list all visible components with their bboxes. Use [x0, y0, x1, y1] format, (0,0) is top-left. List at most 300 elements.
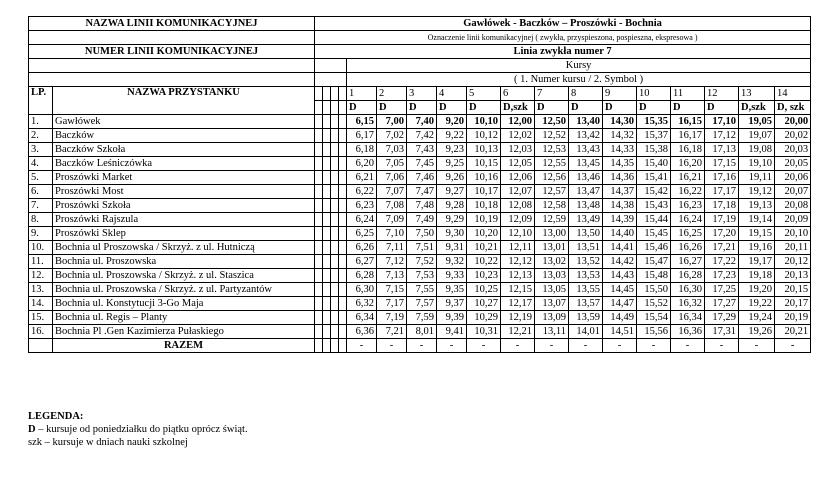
departure-time: 10,13: [467, 143, 501, 157]
departure-time: 6,36: [347, 325, 377, 339]
departure-time: 9,20: [437, 115, 467, 129]
total-value: -: [705, 339, 739, 353]
departure-time: 13,48: [569, 199, 603, 213]
departure-time: 6,22: [347, 185, 377, 199]
departure-time: 12,50: [535, 115, 569, 129]
course-symbol: D: [637, 101, 671, 115]
departure-time: 7,09: [377, 213, 407, 227]
stop-lp: 7.: [29, 199, 53, 213]
stop-name: Proszówki Szkoła: [53, 199, 315, 213]
stop-row: [29, 213, 811, 227]
total-label: RAZEM: [53, 339, 315, 353]
departure-time: 6,24: [347, 213, 377, 227]
legend-d-line: [28, 423, 248, 436]
legend-d-symbol: D: [28, 424, 36, 435]
spacer-cell: [331, 143, 339, 157]
spacer-cell: [339, 171, 347, 185]
spacer-cell: [339, 199, 347, 213]
spacer-cell: [315, 199, 323, 213]
spacer-cell: [323, 171, 331, 185]
departure-time: 19,14: [739, 213, 775, 227]
departure-time: 15,37: [637, 129, 671, 143]
departure-time: 20,11: [775, 241, 811, 255]
departure-time: 12,07: [501, 185, 535, 199]
stop-name: Bochnia Pl .Gen Kazimierza Pułaskiego: [53, 325, 315, 339]
stop-lp: 16.: [29, 325, 53, 339]
line-number-value: Linia zwykła numer 7: [315, 45, 811, 59]
spacer-cell: [339, 311, 347, 325]
spacer-cell: [315, 269, 323, 283]
stop-row: [29, 241, 811, 255]
departure-time: 12,59: [535, 213, 569, 227]
stop-name: Bochnia ul. Proszowska / Skrzyż. z ul. Partyzantów: [53, 283, 315, 297]
spacer-cell: [315, 185, 323, 199]
departure-time: 12,03: [501, 143, 535, 157]
departure-time: 19,10: [739, 157, 775, 171]
stop-name: Gawłówek: [53, 115, 315, 129]
spacer-cell: [339, 129, 347, 143]
departure-time: 16,28: [671, 269, 705, 283]
departure-time: 13,42: [569, 129, 603, 143]
stop-lp: 15.: [29, 311, 53, 325]
spacer-cell: [339, 115, 347, 129]
spacer-cell: [323, 157, 331, 171]
stop-row: [29, 199, 811, 213]
departure-time: 13,46: [569, 171, 603, 185]
departure-time: 7,49: [407, 213, 437, 227]
spacer-cell: [339, 213, 347, 227]
departure-time: 20,05: [775, 157, 811, 171]
departure-time: 17,19: [705, 213, 739, 227]
departure-time: 20,21: [775, 325, 811, 339]
stop-name: Proszówki Rajszula: [53, 213, 315, 227]
departure-time: 20,12: [775, 255, 811, 269]
departure-time: 7,46: [407, 171, 437, 185]
line-number-label: NUMER LINII KOMUNIKACYJNEJ: [29, 45, 315, 59]
departure-time: 20,17: [775, 297, 811, 311]
departure-time: 14,37: [603, 185, 637, 199]
course-symbol: D: [671, 101, 705, 115]
course-symbol: D: [347, 101, 377, 115]
departure-time: 9,27: [437, 185, 467, 199]
stop-lp: 10.: [29, 241, 53, 255]
kursy-label: Kursy: [347, 59, 811, 73]
departure-time: 20,03: [775, 143, 811, 157]
departure-time: 12,11: [501, 241, 535, 255]
departure-time: 7,52: [407, 255, 437, 269]
departure-time: 15,35: [637, 115, 671, 129]
departure-time: 10,20: [467, 227, 501, 241]
departure-time: 14,35: [603, 157, 637, 171]
departure-time: 16,15: [671, 115, 705, 129]
total-row: [29, 339, 811, 353]
departure-time: 15,56: [637, 325, 671, 339]
legend-title: LEGENDA:: [28, 411, 84, 422]
departure-time: 12,06: [501, 171, 535, 185]
spacer-cell: [331, 297, 339, 311]
total-value: -: [535, 339, 569, 353]
spacer-cell: [339, 269, 347, 283]
departure-time: 19,18: [739, 269, 775, 283]
stop-name: Bochnia ul. Proszowska / Skrzyż. z ul. Staszica: [53, 269, 315, 283]
spacer-cell: [315, 339, 323, 353]
spacer-cell: [315, 129, 323, 143]
departure-time: 13,07: [535, 297, 569, 311]
departure-time: 6,18: [347, 143, 377, 157]
spacer-cell: [323, 325, 331, 339]
departure-time: 12,13: [501, 269, 535, 283]
departure-time: 7,47: [407, 185, 437, 199]
departure-time: 16,26: [671, 241, 705, 255]
stop-name: Proszówki Most: [53, 185, 315, 199]
total-value: -: [569, 339, 603, 353]
course-symbol: D: [705, 101, 739, 115]
departure-time: 9,35: [437, 283, 467, 297]
spacer-cell: [315, 325, 323, 339]
departure-time: 7,21: [377, 325, 407, 339]
departure-time: 9,30: [437, 227, 467, 241]
departure-time: 12,58: [535, 199, 569, 213]
departure-time: 7,15: [377, 283, 407, 297]
stop-name: Baczków Szkoła: [53, 143, 315, 157]
spacer-cell: [331, 255, 339, 269]
stop-row: [29, 283, 811, 297]
departure-time: 7,07: [377, 185, 407, 199]
departure-time: 16,17: [671, 129, 705, 143]
course-number: 1: [347, 87, 377, 101]
departure-time: 12,57: [535, 185, 569, 199]
spacer-cell: [339, 339, 347, 353]
departure-time: 17,20: [705, 227, 739, 241]
departure-time: 7,43: [407, 143, 437, 157]
departure-time: 16,21: [671, 171, 705, 185]
spacer-cell: [331, 213, 339, 227]
course-number: 4: [437, 87, 467, 101]
departure-time: 12,15: [501, 283, 535, 297]
departure-time: 15,50: [637, 283, 671, 297]
kursy-note: ( 1. Numer kursu / 2. Symbol ): [347, 73, 811, 87]
departure-time: 14,41: [603, 241, 637, 255]
line-name-value: Gawłówek - Baczków – Proszówki - Bochnia: [315, 17, 811, 31]
departure-time: 15,42: [637, 185, 671, 199]
stop-lp: 8.: [29, 213, 53, 227]
departure-time: 10,25: [467, 283, 501, 297]
spacer-cell: [339, 283, 347, 297]
total-value: -: [775, 339, 811, 353]
departure-time: 9,29: [437, 213, 467, 227]
departure-time: 10,12: [467, 129, 501, 143]
spacer-cell: [331, 241, 339, 255]
departure-time: 13,51: [569, 241, 603, 255]
departure-time: 16,20: [671, 157, 705, 171]
departure-time: 7,08: [377, 199, 407, 213]
spacer-cell: [315, 227, 323, 241]
stop-name: Bochnia ul Proszowska / Skrzyż. z ul. Hutniczą: [53, 241, 315, 255]
departure-time: 10,16: [467, 171, 501, 185]
spacer-cell: [331, 171, 339, 185]
spacer-cell: [331, 269, 339, 283]
departure-time: 7,55: [407, 283, 437, 297]
stop-row: [29, 297, 811, 311]
departure-time: 12,12: [501, 255, 535, 269]
departure-time: 7,45: [407, 157, 437, 171]
spacer-cell: [339, 325, 347, 339]
departure-time: 16,25: [671, 227, 705, 241]
departure-time: 7,00: [377, 115, 407, 129]
spacer-cell: [339, 297, 347, 311]
departure-time: 19,11: [739, 171, 775, 185]
departure-time: 19,16: [739, 241, 775, 255]
stop-lp: 2.: [29, 129, 53, 143]
stop-row: [29, 143, 811, 157]
stop-row: [29, 311, 811, 325]
departure-time: 12,09: [501, 213, 535, 227]
spacer-cell: [323, 283, 331, 297]
departure-time: 14,42: [603, 255, 637, 269]
departure-time: 19,13: [739, 199, 775, 213]
departure-time: 14,43: [603, 269, 637, 283]
departure-time: 13,53: [569, 269, 603, 283]
spacer-cell: [331, 227, 339, 241]
departure-time: 13,02: [535, 255, 569, 269]
departure-time: 12,52: [535, 129, 569, 143]
spacer-cell: [339, 241, 347, 255]
course-symbol: D,szk: [739, 101, 775, 115]
departure-time: 17,12: [705, 129, 739, 143]
departure-time: 10,29: [467, 311, 501, 325]
departure-time: 14,01: [569, 325, 603, 339]
course-symbol: D: [437, 101, 467, 115]
departure-time: 10,10: [467, 115, 501, 129]
spacer-cell: [315, 213, 323, 227]
departure-time: 20,09: [775, 213, 811, 227]
departure-time: 9,22: [437, 129, 467, 143]
course-number: 11: [671, 87, 705, 101]
departure-time: 15,54: [637, 311, 671, 325]
spacer-cell: [323, 143, 331, 157]
departure-time: 9,37: [437, 297, 467, 311]
departure-time: 15,38: [637, 143, 671, 157]
spacer-cell: [331, 339, 339, 353]
departure-time: 7,59: [407, 311, 437, 325]
departure-time: 13,05: [535, 283, 569, 297]
spacer-cell: [29, 339, 53, 353]
stop-lp: 1.: [29, 115, 53, 129]
departure-time: 7,10: [377, 227, 407, 241]
stop-lp: 4.: [29, 157, 53, 171]
spacer-cell: [315, 143, 323, 157]
departure-time: 7,51: [407, 241, 437, 255]
stop-row: [29, 115, 811, 129]
departure-time: 13,55: [569, 283, 603, 297]
course-number: 3: [407, 87, 437, 101]
legend-d-text: – kursuje od poniedziałku do piątku oprócz świąt.: [35, 424, 248, 435]
departure-time: 13,00: [535, 227, 569, 241]
departure-time: 12,00: [501, 115, 535, 129]
total-value: -: [671, 339, 705, 353]
departure-time: 6,26: [347, 241, 377, 255]
departure-time: 20,13: [775, 269, 811, 283]
spacer-cell: [323, 255, 331, 269]
departure-time: 20,15: [775, 283, 811, 297]
departure-time: 6,20: [347, 157, 377, 171]
course-number: 2: [377, 87, 407, 101]
stop-lp: 14.: [29, 297, 53, 311]
departure-time: 16,18: [671, 143, 705, 157]
spacer-cell: [323, 269, 331, 283]
stop-lp: 3.: [29, 143, 53, 157]
departure-time: 19,08: [739, 143, 775, 157]
spacer-cell: [331, 283, 339, 297]
departure-time: 6,15: [347, 115, 377, 129]
stop-row: [29, 227, 811, 241]
departure-time: 10,23: [467, 269, 501, 283]
stop-name: Bochnia ul. Konstytucji 3-Go Maja: [53, 297, 315, 311]
departure-time: 7,50: [407, 227, 437, 241]
kursy-row: [29, 59, 811, 73]
departure-time: 12,19: [501, 311, 535, 325]
stop-lp: 11.: [29, 255, 53, 269]
departure-time: 15,43: [637, 199, 671, 213]
spacer-cell: [331, 157, 339, 171]
spacer-cell: [331, 129, 339, 143]
spacer-cell: [331, 199, 339, 213]
kursy-note-row: [29, 73, 811, 87]
departure-time: 17,18: [705, 199, 739, 213]
departure-time: 15,47: [637, 255, 671, 269]
departure-time: 12,02: [501, 129, 535, 143]
stop-name: Baczków: [53, 129, 315, 143]
departure-time: 6,21: [347, 171, 377, 185]
spacer-cell: [315, 115, 323, 129]
course-symbol: D, szk: [775, 101, 811, 115]
spacer-cell: [323, 227, 331, 241]
departure-time: 9,26: [437, 171, 467, 185]
departure-time: 6,28: [347, 269, 377, 283]
course-symbol: D: [407, 101, 437, 115]
total-value: -: [347, 339, 377, 353]
stop-row: [29, 325, 811, 339]
spacer-cell: [323, 311, 331, 325]
departure-time: 13,09: [535, 311, 569, 325]
departure-time: 9,28: [437, 199, 467, 213]
stop-row: [29, 171, 811, 185]
departure-time: 14,49: [603, 311, 637, 325]
departure-time: 19,24: [739, 311, 775, 325]
course-symbol: D,szk: [501, 101, 535, 115]
departure-time: 13,03: [535, 269, 569, 283]
departure-time: 9,33: [437, 269, 467, 283]
stop-lp: 9.: [29, 227, 53, 241]
stop-name-header: NAZWA PRZYSTANKU: [53, 87, 315, 115]
departure-time: 14,47: [603, 297, 637, 311]
spacer-cell: [323, 199, 331, 213]
departure-time: 10,15: [467, 157, 501, 171]
line-number-row: [29, 45, 811, 59]
spacer-cell: [331, 311, 339, 325]
departure-time: 15,52: [637, 297, 671, 311]
departure-time: 19,22: [739, 297, 775, 311]
spacer-cell: [323, 129, 331, 143]
departure-time: 6,23: [347, 199, 377, 213]
course-number: 7: [535, 87, 569, 101]
departure-time: 14,51: [603, 325, 637, 339]
departure-time: 7,53: [407, 269, 437, 283]
departure-time: 15,41: [637, 171, 671, 185]
departure-time: 14,38: [603, 199, 637, 213]
line-type-note: Oznaczenie linii komunikacyjnej ( zwykła, przyspieszona, pospieszna, ekspresowa ): [315, 31, 811, 45]
departure-time: 20,00: [775, 115, 811, 129]
departure-time: 7,02: [377, 129, 407, 143]
departure-time: 16,23: [671, 199, 705, 213]
stop-row: [29, 269, 811, 283]
departure-time: 20,06: [775, 171, 811, 185]
departure-time: 15,44: [637, 213, 671, 227]
spacer-cell: [315, 157, 323, 171]
departure-time: 14,45: [603, 283, 637, 297]
spacer-cell: [323, 185, 331, 199]
departure-time: 6,32: [347, 297, 377, 311]
departure-time: 13,40: [569, 115, 603, 129]
stop-lp: 12.: [29, 269, 53, 283]
departure-time: 13,43: [569, 143, 603, 157]
stop-name: Bochnia ul. Regis – Planty: [53, 311, 315, 325]
legend: [28, 410, 248, 449]
departure-time: 13,52: [569, 255, 603, 269]
spacer-cell: [323, 297, 331, 311]
departure-time: 12,08: [501, 199, 535, 213]
departure-time: 13,47: [569, 185, 603, 199]
stop-row: [29, 129, 811, 143]
departure-time: 17,15: [705, 157, 739, 171]
departure-time: 13,11: [535, 325, 569, 339]
spacer-cell: [323, 339, 331, 353]
departure-time: 17,17: [705, 185, 739, 199]
departure-time: 16,30: [671, 283, 705, 297]
departure-time: 7,17: [377, 297, 407, 311]
departure-time: 19,17: [739, 255, 775, 269]
departure-time: 14,36: [603, 171, 637, 185]
spacer-cell: [339, 255, 347, 269]
spacer-cell: [315, 241, 323, 255]
departure-time: 16,32: [671, 297, 705, 311]
spacer-cell: [339, 227, 347, 241]
course-symbol: D: [467, 101, 501, 115]
departure-time: 7,12: [377, 255, 407, 269]
spacer-cell: [315, 283, 323, 297]
departure-time: 14,30: [603, 115, 637, 129]
departure-time: 9,31: [437, 241, 467, 255]
departure-time: 12,21: [501, 325, 535, 339]
departure-time: 15,45: [637, 227, 671, 241]
departure-time: 17,10: [705, 115, 739, 129]
course-number: 5: [467, 87, 501, 101]
total-value: -: [467, 339, 501, 353]
departure-time: 7,40: [407, 115, 437, 129]
departure-time: 10,21: [467, 241, 501, 255]
course-number: 9: [603, 87, 637, 101]
spacer-cell: [331, 325, 339, 339]
line-type-row: [29, 31, 811, 45]
spacer-cell: [339, 143, 347, 157]
departure-time: 7,48: [407, 199, 437, 213]
stop-name: Baczków Leśniczówka: [53, 157, 315, 171]
departure-time: 6,34: [347, 311, 377, 325]
departure-time: 19,26: [739, 325, 775, 339]
course-number: 13: [739, 87, 775, 101]
departure-time: 6,17: [347, 129, 377, 143]
spacer-cell: [323, 241, 331, 255]
